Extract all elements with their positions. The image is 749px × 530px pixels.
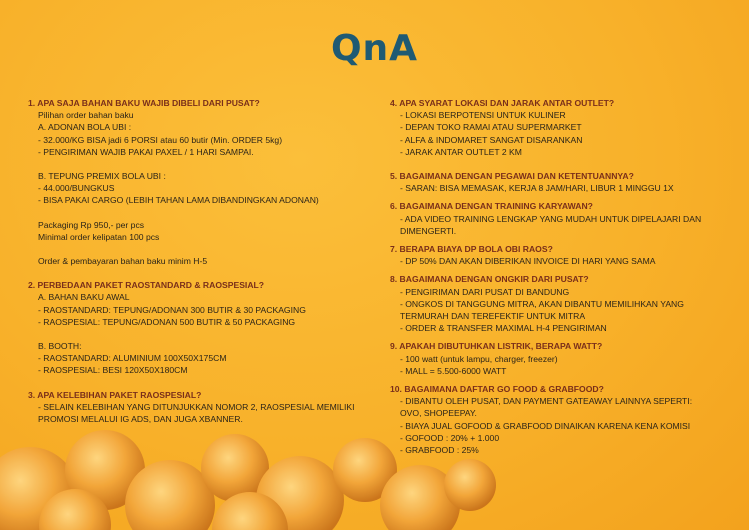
q2-a-item: - RAOSPESIAL: TEPUNG/ADONAN 500 BUTIR & 50 PACKAGING xyxy=(38,316,296,327)
q4-item: - JARAK ANTAR OUTLET 2 KM xyxy=(400,146,522,157)
q1-b-title: B. TEPUNG PREMIX BOLA UBI : xyxy=(38,171,166,182)
q4-item: - DEPAN TOKO RAMAI ATAU SUPERMARKET xyxy=(400,122,582,133)
q8-item: - ONGKOS DI TANGGUNG MITRA, AKAN DIBANTU MEMILIHKAN YANG xyxy=(400,298,684,309)
q10-item: - BIAYA JUAL GOFOOD & GRABFOOD DINAIKAN KARENA KENA KOMISI xyxy=(400,420,691,431)
left-column xyxy=(28,97,368,425)
question-1: 1. APA SAJA BAHAN BAKU WAJIB DIBELI DARI PUSAT? xyxy=(28,98,260,108)
question-8: 8. BAGAIMANA DENGAN ONGKIR DARI PUSAT? xyxy=(390,274,589,285)
question-9: 9. APAKAH DIBUTUHKAN LISTRIK, BERAPA WATT? xyxy=(390,341,603,352)
question-5: 5. BAGAIMANA DENGAN PEGAWAI DAN KETENTUANNYA? xyxy=(390,171,634,182)
q1-a-title: A. ADONAN BOLA UBI : xyxy=(38,122,132,133)
q4-item: - ALFA & INDOMARET SANGAT DISARANKAN xyxy=(400,134,583,145)
q8-item: - ORDER & TRANSFER MAXIMAL H-4 PENGIRIMAN xyxy=(400,323,607,334)
q10-item: - GRABFOOD : 25% xyxy=(400,445,479,456)
q8-item: TERMURAH DAN TEREFEKTIF UNTUK MITRA xyxy=(400,311,586,322)
question-2: 2. PERBEDAAN PAKET RAOSTANDARD & RAOSPESIAL? xyxy=(28,280,265,291)
q1-packaging: Packaging Rp 950,- per pcs xyxy=(38,219,145,230)
q1-a-item: - 32.000/KG BISA jadi 6 PORSI atau 60 butir (Min. ORDER 5kg) xyxy=(38,134,283,145)
q8-item: - PENGIRIMAN DARI PUSAT DI BANDUNG xyxy=(400,286,570,297)
q1-b-item: - BISA PAKAI CARGO (LEBIH TAHAN LAMA DIBANDINGKAN ADONAN) xyxy=(38,195,319,206)
page-title: QnA xyxy=(330,28,419,69)
q4-item: - LOKASI BERPOTENSI UNTUK KULINER xyxy=(400,110,566,121)
q1-b-item: - 44.000/BUNGKUS xyxy=(38,183,115,194)
question-7: 7. BERAPA BIAYA DP BOLA OBI RAOS? xyxy=(390,244,553,255)
question-3: 3. APA KELEBIHAN PAKET RAOSPESIAL? xyxy=(28,389,202,400)
q2-b-item: - RAOSPESIAL: BESI 120X50X180CM xyxy=(38,365,188,376)
question-6: 6. BAGAIMANA DENGAN TRAINING KARYAWAN? xyxy=(390,201,593,212)
q5-answer: - SARAN: BISA MEMASAK, KERJA 8 JAM/HARI, LIBUR 1 MINGGU 1X xyxy=(400,183,674,194)
question-10: 10. BAGAIMANA DAFTAR GO FOOD & GRABFOOD? xyxy=(390,384,604,395)
q6-answer: - ADA VIDEO TRAINING LENGKAP YANG MUDAH UNTUK DIPELAJARI DAN xyxy=(400,213,702,224)
q2-b-item: - RAOSTANDARD: ALUMINIUM 100X50X175CM xyxy=(38,353,227,364)
q9-item: - MALL = 5.500-6000 WATT xyxy=(400,365,507,376)
q1-payment: Order & pembayaran bahan baku minim H-5 xyxy=(38,256,208,267)
q10-item: - GOFOOD : 20% + 1.000 xyxy=(400,432,500,443)
question-4: 4. APA SYARAT LOKASI DAN JARAK ANTAR OUTLET? xyxy=(390,98,615,108)
q9-item: - 100 watt (untuk lampu, charger, freezer) xyxy=(400,353,558,364)
q7-answer: - DP 50% DAN AKAN DIBERIKAN INVOICE DI HARI YANG SAMA xyxy=(400,256,656,267)
q6-answer: DIMENGERTI. xyxy=(400,225,457,236)
q10-answer: - DIBANTU OLEH PUSAT, DAN PAYMENT GATEAWAY LAINNYA SEPERTI: xyxy=(400,396,693,407)
q2-b-title: B. BOOTH: xyxy=(38,341,82,352)
q1-a-item: - PENGIRIMAN WAJIB PAKAI PAXEL / 1 HARI SAMPAI. xyxy=(38,146,254,157)
q1-min-order: Minimal order kelipatan 100 pcs xyxy=(38,231,160,242)
q3-answer: PROMOSI MELALUI IG ADS, DAN JUGA XBANNER. xyxy=(38,414,243,425)
q10-answer: OVO, SHOPEEPAY. xyxy=(400,408,477,419)
q2-a-title: A. BAHAN BAKU AWAL xyxy=(38,292,130,303)
q1-intro: Pilihan order bahan baku xyxy=(38,110,134,121)
q2-a-item: - RAOSTANDARD: TEPUNG/ADONAN 300 BUTIR & 30 PACKAGING xyxy=(38,304,306,315)
right-column xyxy=(390,97,735,456)
q3-answer: - SELAIN KELEBIHAN YANG DITUNJUKKAN NOMOR 2, RAOSPESIAL MEMILIKI xyxy=(38,401,355,412)
